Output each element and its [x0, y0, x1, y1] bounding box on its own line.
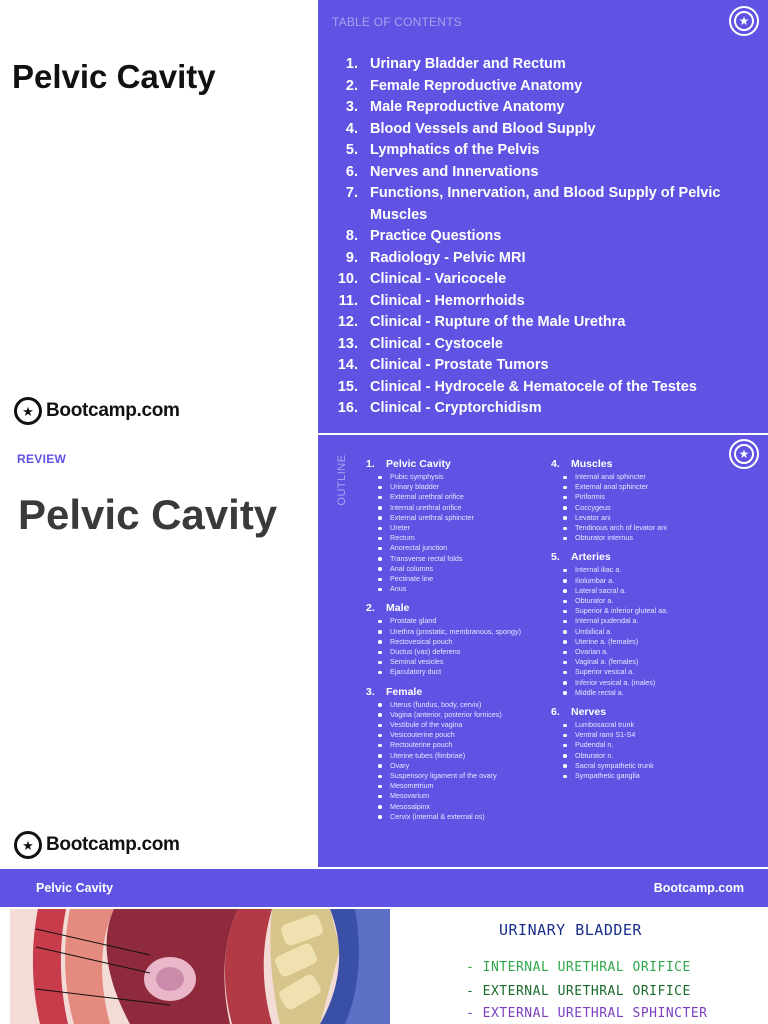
toc-item-number: 7. — [345, 185, 358, 201]
outline-bullet: Superior vesical a. — [563, 667, 741, 677]
outline-section-number: 5. — [551, 551, 560, 564]
toc-item[interactable] — [330, 248, 750, 270]
toc-item[interactable] — [330, 269, 750, 291]
outline-bullet: Transverse rectal folds — [378, 554, 556, 564]
toc-item-label: Clinical - Hydrocele & Hematocele of the Testes — [370, 378, 697, 395]
toc-item-number: 2. — [345, 77, 358, 94]
outline-bullet-list — [366, 472, 556, 594]
toc-list — [330, 54, 750, 420]
outline-bullet: Rectum — [378, 533, 556, 543]
outline-bullet-list — [366, 700, 556, 822]
outline-section — [551, 458, 741, 543]
toc-item[interactable] — [330, 377, 750, 399]
outline-bullet: Ejaculatory duct — [378, 667, 556, 677]
toc-item-label: Blood Vessels and Blood Supply — [370, 120, 596, 137]
outline-bullet: Tendinous arch of levator ani — [563, 523, 741, 533]
outline-bullet: Obturator n. — [563, 751, 741, 761]
toc-item[interactable] — [330, 162, 750, 184]
star-badge-icon: ★ — [729, 439, 759, 469]
toc-slide-left-panel — [0, 0, 318, 433]
outline-bullet: Anus — [378, 584, 556, 594]
outline-section-title — [366, 458, 556, 470]
outline-bullet: Vesicouterine pouch — [378, 730, 556, 740]
toc-item-label: Clinical - Cryptorchidism — [370, 400, 542, 416]
header-brand: Bootcamp.com — [653, 881, 744, 895]
outline-section-label: Female — [386, 685, 423, 698]
outline-bullet: Ureter — [378, 523, 556, 533]
review-label: REVIEW — [17, 452, 67, 466]
outline-bullet: Superior & inferior gluteal aa. — [563, 606, 741, 616]
outline-bullet: Pudendal n. — [563, 740, 741, 750]
toc-item-number: 14. — [337, 357, 358, 373]
outline-bullet: Iliolumbar a. — [563, 576, 741, 586]
outline-bullet: Ovary — [378, 761, 556, 771]
outline-bullet: Internal pudendal a. — [563, 616, 741, 626]
toc-panel — [318, 0, 768, 433]
content-slide — [0, 869, 768, 1024]
outline-section — [551, 706, 741, 781]
toc-item-number: 4. — [345, 120, 358, 137]
logo-text: Bootcamp.com — [46, 400, 180, 421]
outline-bullet: External anal sphincter — [563, 482, 741, 492]
outline-section-number: 4. — [551, 458, 560, 470]
outline-section-title — [551, 458, 741, 470]
outline-bullet: Piriformis — [563, 492, 741, 502]
header-title: Pelvic Cavity — [36, 881, 114, 895]
outline-bullet-list — [551, 472, 741, 543]
toc-item-label: Clinical - Varicocele — [370, 271, 507, 287]
outline-section-title — [366, 602, 556, 614]
toc-item-label: Radiology - Pelvic MRI — [370, 249, 526, 266]
outline-column-2 — [551, 458, 741, 789]
outline-bullet: Rectouterine pouch — [378, 740, 556, 750]
slide-header-bar — [0, 869, 768, 907]
outline-bullet: Mesovarium — [378, 791, 556, 801]
outline-bullet: Pubic symphysis — [378, 472, 556, 482]
outline-bullet: Levator ani — [563, 513, 741, 523]
outline-bullet: Internal urethral orifice — [378, 503, 556, 513]
outline-bullet: Urinary bladder — [378, 482, 556, 492]
outline-section-number: 3. — [366, 685, 375, 698]
outline-section-label: Male — [386, 602, 410, 615]
toc-item-number: 11. — [338, 292, 358, 309]
outline-bullet: Coccygeus — [563, 503, 741, 513]
toc-item-label: Clinical - Rupture of the Male Urethra — [370, 314, 626, 330]
outline-bullet: Seminal vesicles — [378, 657, 556, 667]
outline-section-number: 1. — [366, 458, 375, 470]
notes-title: URINARY BLADDER — [499, 921, 642, 939]
outline-section — [366, 602, 556, 677]
toc-item[interactable] — [330, 97, 750, 119]
toc-item-number: 10. — [337, 271, 358, 287]
outline-section-number: 6. — [551, 706, 560, 719]
outline-bullet: Anal columns — [378, 564, 556, 574]
outline-bullet: Uterine tubes (fimbriae) — [378, 751, 556, 761]
toc-item[interactable] — [330, 398, 750, 420]
toc-item-number: 13. — [337, 335, 358, 352]
outline-bullet-list — [551, 565, 741, 698]
outline-slide-left-panel — [0, 435, 318, 867]
outline-bullet: Obturator internus — [563, 533, 741, 543]
review-title: Pelvic Cavity — [18, 491, 278, 538]
toc-item-label: Clinical - Cystocele — [370, 335, 503, 352]
toc-item-label: Urinary Bladder and Rectum — [370, 56, 566, 72]
toc-item-label: Lymphatics of the Pelvis — [370, 142, 540, 158]
toc-item-label: Male Reproductive Anatomy — [370, 99, 565, 115]
star-logo-icon: ★ — [14, 831, 42, 859]
outline-bullet: Internal anal sphincter — [563, 472, 741, 482]
outline-bullet-list — [366, 616, 556, 677]
outline-bullet: Uterus (fundus, body, cervix) — [378, 700, 556, 710]
outline-slide — [0, 435, 768, 867]
toc-item-number: 6. — [345, 163, 358, 180]
toc-item[interactable] — [330, 54, 750, 76]
outline-bullet: Cervix (internal & external os) — [378, 812, 556, 822]
page-title: Pelvic Cavity — [12, 58, 216, 95]
star-logo-icon: ★ — [14, 397, 42, 425]
toc-item[interactable] — [330, 355, 750, 377]
outline-bullet-list — [551, 720, 741, 781]
outline-panel — [318, 435, 768, 867]
logo-text: Bootcamp.com — [46, 834, 180, 855]
outline-bullet: Mesosalpinx — [378, 802, 556, 812]
outline-bullet: External urethral sphincter — [378, 513, 556, 523]
toc-item-number: 15. — [337, 378, 358, 395]
toc-item[interactable] — [330, 334, 750, 356]
toc-item-label: Practice Questions — [370, 228, 502, 244]
outline-section-title — [551, 706, 741, 718]
outline-bullet: Suspensory ligament of the ovary — [378, 771, 556, 781]
toc-slide — [0, 0, 768, 433]
outline-bullet: Vestibule of the vagina — [378, 720, 556, 730]
outline-bullet: Ductus (vas) deferens — [378, 647, 556, 657]
outline-bullet: Ventral rami S1-S4 — [563, 730, 741, 740]
toc-item-number: 1. — [345, 56, 358, 72]
toc-item[interactable] — [330, 312, 750, 334]
outline-bullet: Urethra (prostatic, membranous, spongy) — [378, 627, 556, 637]
toc-item[interactable] — [330, 226, 750, 248]
bootcamp-logo — [14, 831, 180, 859]
outline-bullet: Umbilical a. — [563, 627, 741, 637]
toc-item-label: Nerves and Innervations — [370, 163, 539, 180]
toc-item-label: Clinical - Hemorrhoids — [370, 292, 525, 309]
toc-item[interactable] — [330, 119, 750, 141]
outline-column-1 — [366, 458, 556, 830]
outline-section-title — [366, 686, 556, 698]
star-badge-icon: ★ — [729, 6, 759, 36]
toc-item-number: 16. — [337, 400, 358, 416]
outline-bullet: Pectinate line — [378, 574, 556, 584]
bootcamp-logo — [14, 397, 180, 425]
outline-label: OUTLINE — [336, 454, 348, 506]
outline-section — [366, 458, 556, 594]
toc-item[interactable] — [330, 140, 750, 162]
outline-bullet: Obturator a. — [563, 596, 741, 606]
outline-section-label: Nerves — [571, 706, 607, 719]
outline-bullet: Lateral sacral a. — [563, 586, 741, 596]
note-line-1: - INTERNAL URETHRAL ORIFICE — [466, 960, 691, 975]
outline-bullet: Prostate gland — [378, 616, 556, 626]
toc-item[interactable] — [330, 183, 750, 226]
note-line-2: - EXTERNAL URETHRAL ORIFICE — [466, 984, 691, 999]
toc-item-number: 5. — [345, 142, 358, 158]
outline-section — [551, 551, 741, 698]
outline-bullet: Inferior vesical a. (males) — [563, 678, 741, 688]
outline-bullet: Internal iliac a. — [563, 565, 741, 575]
toc-item-number: 3. — [345, 99, 358, 115]
outline-section — [366, 686, 556, 822]
toc-item-label: Functions, Innervation, and Blood Supply of Pelvic Muscles — [370, 185, 721, 223]
outline-bullet: Middle rectal a. — [563, 688, 741, 698]
outline-bullet: Vaginal a. (females) — [563, 657, 741, 667]
outline-bullet: Ovarian a. — [563, 647, 741, 657]
toc-item-label: Clinical - Prostate Tumors — [370, 357, 549, 373]
outline-bullet: Sympathetic ganglia — [563, 771, 741, 781]
outline-section-number: 2. — [366, 602, 375, 615]
toc-item-label: Female Reproductive Anatomy — [370, 77, 583, 94]
toc-item[interactable] — [330, 291, 750, 313]
outline-bullet: Uterine a. (females) — [563, 637, 741, 647]
toc-item-number: 12. — [337, 314, 358, 330]
toc-item-number: 9. — [345, 249, 358, 266]
outline-section-label: Muscles — [571, 458, 613, 470]
note-line-3: - EXTERNAL URETHRAL SPHINCTER — [466, 1006, 708, 1021]
outline-section-label: Arteries — [571, 551, 611, 564]
toc-item-number: 8. — [345, 228, 358, 244]
outline-section-title — [551, 551, 741, 563]
outline-bullet: Sacral sympathetic trunk — [563, 761, 741, 771]
outline-bullet: Lumbosacral trunk — [563, 720, 741, 730]
outline-bullet: Anorectal junction — [378, 543, 556, 553]
toc-heading: TABLE OF CONTENTS — [332, 15, 462, 29]
pelvis-illustration — [10, 909, 390, 1024]
outline-section-label: Pelvic Cavity — [386, 458, 451, 470]
outline-bullet: Rectovesical pouch — [378, 637, 556, 647]
outline-bullet: Mesometrium — [378, 781, 556, 791]
outline-bullet: External urethral orifice — [378, 492, 556, 502]
outline-bullet: Vagina (anterior, posterior fornices) — [378, 710, 556, 720]
toc-item[interactable] — [330, 76, 750, 98]
